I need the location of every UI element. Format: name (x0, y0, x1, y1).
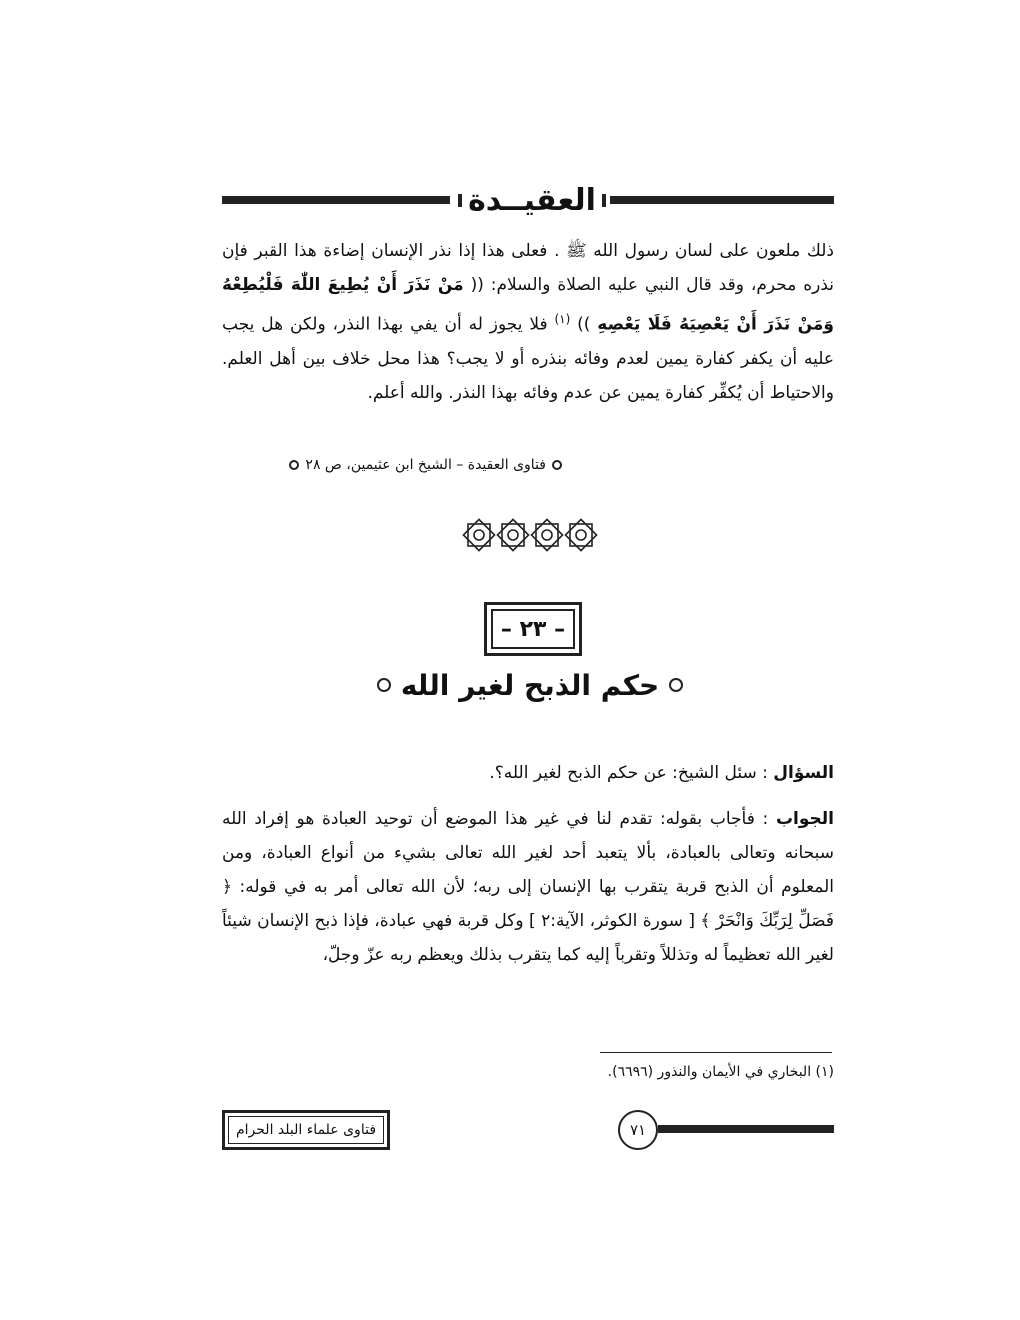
paragraph-1-text-b: )) (570, 314, 598, 335)
book-title-box (222, 1110, 390, 1150)
paragraph-1 (222, 234, 834, 410)
header-title: العقيــدة (468, 182, 596, 218)
question-text: : سئل الشيخ: عن حكم الذبح لغير الله؟. (489, 763, 768, 783)
answer-text: : فأجاب بقوله: تقدم لنا في غير هذا الموضع أن توحيد العبادة هو إفراد الله سبحانه وتعالى بالعبادة، بألا يتعبد أحد لغير الله تعالى بشيء من أنواع العبادة، ومن المعلوم أن الذبح قربة يتقرب بها الإنسان إلى ربه؛ لأن الله تعالى أمر به في قوله: ﴿ فَصَلِّ لِرَبِّكَ وَانْحَرْ ﴾ [ سورة الكوثر، الآية:٢ ] وكل قربة فهي عبادة، فإذا ذبح الإنسان شيئاً لغير الله تعظيماً له وتذللاً وتقرباً إليه كما يتقرب بذلك ويعظم ربه عزّ وجلّ، (222, 809, 834, 965)
header-rule-right (610, 196, 834, 204)
source-text: فتاوى العقيدة – الشيخ ابن عثيمين، ص ٢٨ (305, 457, 546, 473)
paragraph-1-text-a: ذلك ملعون على لسان رسول الله ﷺ . فعلى هذا إذا نذر الإنسان إضاءة هذا القبر فإن نذره محرم، وقد قال النبي عليه الصلاة والسلام: (( (222, 241, 834, 295)
footnote: (١) البخاري في الأيمان والنذور (٦٦٩٦). (607, 1064, 834, 1080)
footnote-reference: (١) (554, 312, 571, 326)
circle-bullet-icon (289, 460, 299, 470)
ornament-divider-icon (461, 518, 601, 552)
circle-bullet-icon (669, 678, 683, 692)
circle-bullet-icon (552, 460, 562, 470)
section-number-box (484, 602, 582, 656)
question-label: السؤال (773, 763, 834, 783)
answer-paragraph (222, 802, 834, 972)
section-heading (380, 664, 680, 706)
answer-label: الجواب (775, 809, 834, 829)
page-header (222, 178, 834, 222)
source-citation (222, 452, 562, 478)
book-title: فتاوى علماء البلد الحرام (228, 1116, 384, 1144)
hadith-quote: مَنْ نَذَرَ أَنْ يُطِيعَ اللّٰهَ فَلْيُطِعْهُ وَمَنْ نَذَرَ أَنْ يَعْصِيَهُ فَلَا يَعْصِهِ (222, 275, 834, 335)
page-number: ٧١ (618, 1110, 658, 1150)
footer-rule (658, 1125, 834, 1133)
square-bullet-icon (602, 194, 606, 207)
footnote-separator (600, 1052, 832, 1053)
paragraph-1-text-c: فلا يجوز له أن يفي بهذا النذر، ولكن هل يجب عليه أن يكفر كفارة يمين لعدم وفائه بنذره أو لا يجب؟ هذا محل خلاف بين أهل العلم. والاحتياط أن يُكفِّر كفارة يمين عن عدم وفائه بهذا النذر. والله أعلم. (222, 314, 834, 403)
header-rule-left (222, 196, 450, 204)
circle-bullet-icon (377, 678, 391, 692)
question (222, 758, 834, 788)
header-title-wrap (462, 178, 602, 222)
section-number: – ٢٣ – (491, 609, 575, 649)
square-bullet-icon (458, 194, 462, 207)
section-heading-text: حكم الذبح لغير الله (400, 668, 660, 702)
page-footer (222, 1108, 834, 1152)
